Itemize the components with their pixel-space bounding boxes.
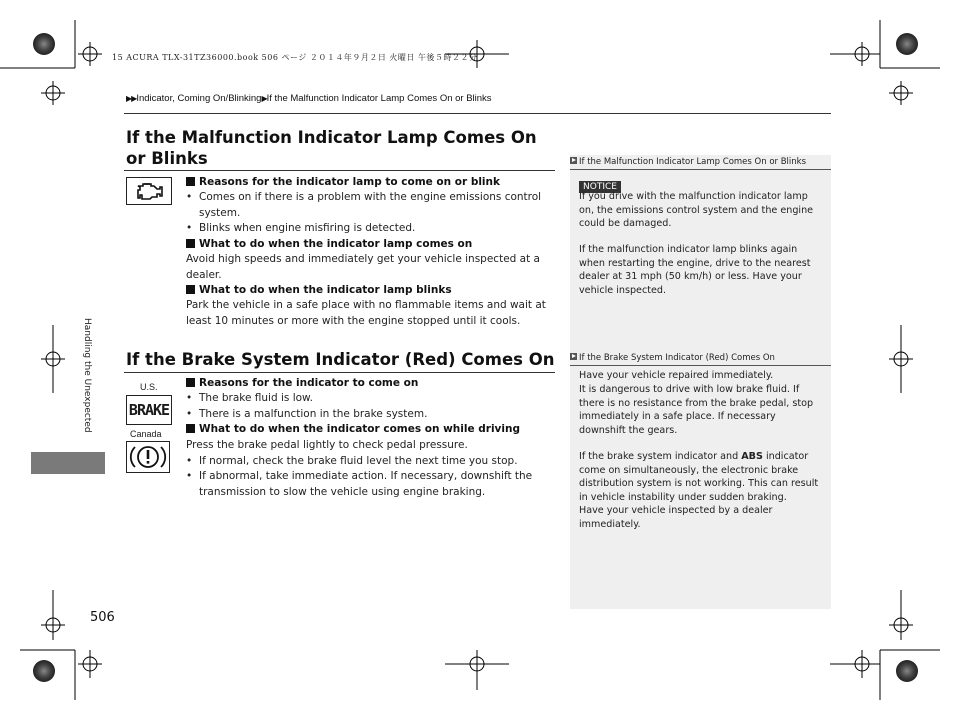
breadcrumb-item-indicator[interactable]: Indicator, Coming On/Blinking <box>136 93 262 104</box>
sidebar-para-abs: If the brake system indicator and ABS indicator come on simultaneously, the electronic brake distribution system is not working. This can result in vehicle instability under sudden braking. <box>579 451 819 503</box>
list-item: • If normal, check the brake fluid level the next time you stop. <box>186 454 551 470</box>
list-item: • The brake fluid is low. <box>186 391 551 407</box>
sidebar-para-repair: Have your vehicle repaired immediately. <box>579 370 774 381</box>
sidebar-heading-brake: If the Brake System Indicator (Red) Comes On <box>570 353 775 363</box>
registration-dot <box>33 33 55 55</box>
sidebar-rule <box>570 365 831 366</box>
section-title-brake: If the Brake System Indicator (Red) Comes On <box>126 350 555 369</box>
header-rule <box>124 113 831 114</box>
registration-dot <box>896 660 918 682</box>
breadcrumb-arrows: ▶▶ <box>126 94 137 103</box>
reasons-list-brake <box>186 391 551 422</box>
sidebar-heading-malfunction: If the Malfunction Indicator Lamp Comes On or Blinks <box>570 157 806 167</box>
arrow-marker-icon <box>570 157 577 164</box>
list-item: • Blinks when engine misfiring is detected. <box>186 221 551 237</box>
section-rule <box>124 372 555 373</box>
notice-badge: NOTICE <box>579 176 621 194</box>
paragraph-check-pressure: Press the brake pedal lightly to check pedal pressure. <box>186 439 468 451</box>
registration-dot <box>33 660 55 682</box>
sidebar-para-blink: If the malfunction indicator lamp blinks again when restarting the engine, drive to the nearest dealer at 31 mph (50 km/h) or less. Have your vehicle inspected. <box>579 244 811 296</box>
page-number: 506 <box>90 610 115 625</box>
brake-word: BRAKE <box>128 401 170 419</box>
paragraph-what-to-do-on: Avoid high speeds and immediately get your vehicle inspected at a dealer. <box>186 253 540 281</box>
list-item: • There is a malfunction in the brake system. <box>186 407 551 423</box>
section-rule <box>124 170 555 171</box>
subhead-what-to-do-driving: What to do when the indicator comes on while driving <box>186 423 520 435</box>
registration-dot <box>896 33 918 55</box>
brake-word-icon <box>126 395 172 425</box>
sidebar-rule <box>570 169 831 170</box>
brake-warning-icon <box>126 441 170 473</box>
subhead-what-to-do-blinks: What to do when the indicator lamp blinks <box>186 284 452 296</box>
subhead-reasons-brake: Reasons for the indicator to come on <box>186 377 418 389</box>
print-header-meta: 15 ACURA TLX-31TZ36000.book 506 ページ ２０１４年９月２日 火曜日 午後５時２２分 <box>112 53 478 62</box>
sidebar-para-inspect: Have your vehicle inspected by a dealer immediately. <box>579 505 773 530</box>
engine-check-icon <box>126 177 172 205</box>
arrow-marker-icon <box>570 353 577 360</box>
list-item: • If abnormal, take immediate action. If necessary, downshift the transmission to slow the vehicle using engine braking. <box>186 469 551 500</box>
breadcrumb-item-current: If the Malfunction Indicator Lamp Comes On or Blinks <box>266 93 492 104</box>
label-canada: Canada <box>130 429 162 439</box>
reasons-list-malfunction <box>186 190 551 237</box>
subhead-what-to-do-on: What to do when the indicator lamp comes on <box>186 238 472 250</box>
label-us: U.S. <box>140 382 158 392</box>
chapter-side-label: Handling the Unexpected <box>82 318 92 433</box>
sidebar-para-damage: If you drive with the malfunction indicator lamp on, the emissions control system and the engine could be damaged. <box>579 191 814 229</box>
section-title-malfunction: If the Malfunction Indicator Lamp Comes On or Blinks <box>126 128 537 168</box>
paragraph-what-to-do-blinks: Park the vehicle in a safe place with no flammable items and wait at least 10 minutes or more with the engine stopped until it cools. <box>186 299 546 327</box>
list-item: • Comes on if there is a problem with the engine emissions control system. <box>186 190 551 221</box>
chapter-tab[interactable] <box>31 452 105 474</box>
sidebar-para-dangerous: It is dangerous to drive with low brake fluid. If there is no resistance from the brake pedal, stop immediately in a safe place. If necessary downshift the gears. <box>579 384 814 436</box>
breadcrumb <box>126 93 492 104</box>
what-to-do-brake <box>186 438 551 500</box>
subhead-reasons-malfunction: Reasons for the indicator lamp to come on or blink <box>186 176 500 188</box>
breadcrumb-separator: ▶ <box>261 94 267 103</box>
